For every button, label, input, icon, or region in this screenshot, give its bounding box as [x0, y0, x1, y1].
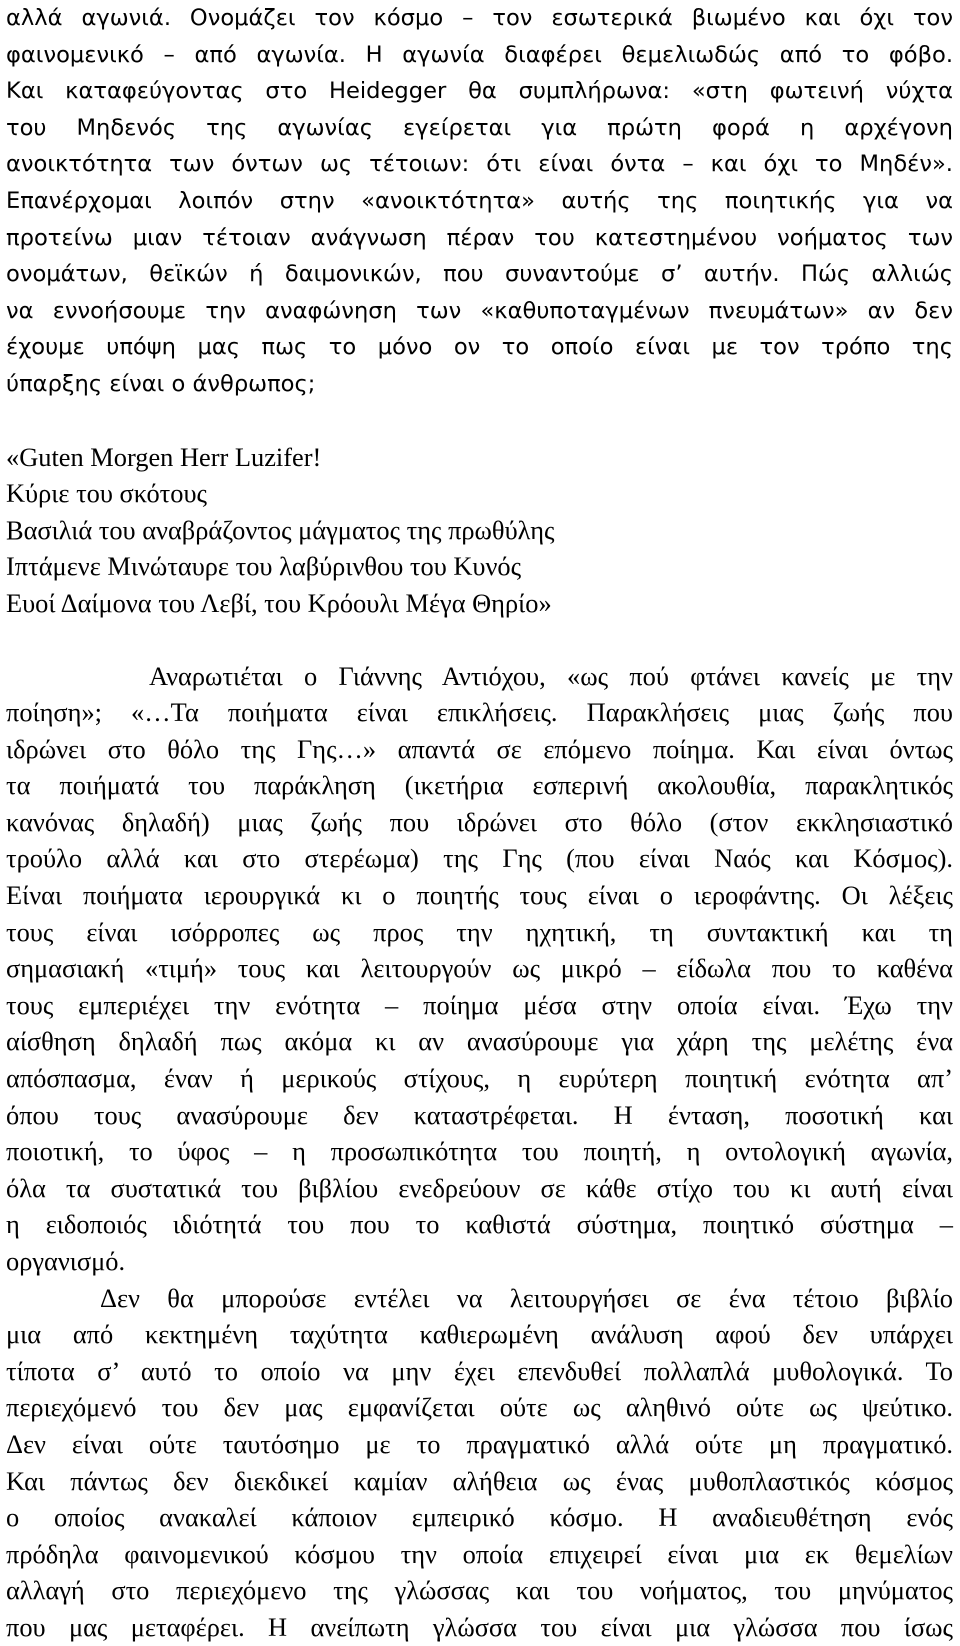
- text-line: η ειδοποιός ιδιότητά του που το καθιστά σύστημα, ποιητικό σύστημα –: [6, 1209, 953, 1240]
- text-line: Επανέρχομαι λοιπόν στην «ανοικτότητα» αυτής της ποιητικής για να: [6, 187, 953, 214]
- text-line: Αναρωτιέται ο Γιάννης Αντιόχου, «ως πού φτάνει κανείς με την: [149, 660, 953, 691]
- text-line: οργανισμό.: [6, 1246, 126, 1276]
- text-line: να εννοήσουμε την αναφώνηση των «καθυποταγμένων πνευμάτων» αν δεν: [6, 297, 953, 324]
- text-line: τίποτα σ’ αυτό το οποίο να μην έχει επενδυθεί πολλαπλά μυθολογικά. Το: [6, 1355, 953, 1386]
- paragraph-1: [6, 0, 953, 403]
- text-line: τους είναι ισόρροπες ως προς την ηχητική, τη συντακτική και τη: [6, 916, 953, 947]
- text-line: Είναι ποιήματα ιερουργικά κι ο ποιητής τους είναι ο ιεροφάντης. Οι λέξεις: [6, 880, 953, 911]
- text-line: ονομάτων, θεϊκών ή δαιμονικών, που συναντούμε σ’ αυτήν. Πώς αλλιώς: [6, 261, 953, 288]
- text-line: που μας μεταφέρει. Η ανείπωτη γλώσσα του είναι μια γλώσσα που ίσως: [6, 1611, 953, 1642]
- text-line: αλλά αγωνιά. Ονομάζει τον κόσμο – τον εσωτερικά βιωμένο και όχι τον: [6, 5, 953, 31]
- poem-line: «Guten Morgen Herr Luzifer!: [6, 441, 322, 472]
- paragraph-3: [6, 1280, 953, 1646]
- text-line: φαινομενικό – από αγωνία. Η αγωνία διαφέρει θεμελιωδώς από το φόβο.: [6, 41, 953, 68]
- text-line: ύπαρξης είναι ο άνθρωπος;: [6, 370, 316, 397]
- text-line: ποίηση»; «…Τα ποιήματα είναι επικλήσεις. Παρακλήσεις μιας ζωής που: [6, 697, 953, 728]
- text-line: ανοικτότητα των όντων ως τέτοιων: ότι είναι όντα – και όχι το Μηδέν».: [6, 151, 953, 178]
- paragraph-spacer: [6, 403, 953, 439]
- text-line: όλα τα συστατικά του βιβλίου ενεδρεύουν σε κάθε στίχο του κι αυτή είναι: [6, 1172, 953, 1203]
- text-line: ιδρώνει στο θόλο της Γης…» απαντά σε επόμενο ποίημα. Και είναι όντως: [6, 733, 953, 764]
- text-line: μια από κεκτημένη ταχύτητα καθιερωμένη ανάλυση αφού δεν υπάρχει: [6, 1319, 953, 1350]
- text-line: Και καταφεύγοντας στο Heidegger θα συμπλήρωνα: «στη φωτεινή νύχτα: [6, 78, 953, 105]
- text-line: απόσπασμα, έναν ή μερικούς στίχους, η ευρύτερη ποιητική ενότητα απ’: [6, 1063, 953, 1094]
- text-line: τους εμπεριέχει την ενότητα – ποίημα μέσα στην οποία είναι. Έχω την: [6, 989, 953, 1020]
- paragraph-2: [6, 658, 953, 1280]
- text-line: του Μηδενός της αγωνίας εγείρεται για πρώτη φορά η αρχέγονη: [6, 114, 953, 141]
- poem-line: Ευοί Δαίμονα του Λεβί, του Κρόουλι Μέγα Θηρίο»: [6, 587, 552, 618]
- text-line: περιεχόμενό του δεν μας εμφανίζεται ούτε ως αληθινό ούτε ως ψεύτικο.: [6, 1392, 953, 1423]
- poem-line: Ιπτάμενε Μινώταυρε του λαβύρινθου του Κυνός: [6, 551, 522, 582]
- poem-line: Κύριε του σκότους: [6, 478, 207, 509]
- text-line: τρούλο αλλά και στο στερέωμα) της Γης (που είναι Ναός και Κόσμος).: [6, 843, 953, 874]
- text-line: ποιοτική, το ύφος – η προσωπικότητα του ποιητή, η οντολογική αγωνία,: [6, 1136, 953, 1167]
- text-line: ο οποίος ανακαλεί κάποιον εμπειρικό κόσμο. Η αναδιευθέτηση ενός: [6, 1502, 953, 1533]
- text-line: τα ποιήματά του παράκληση (ικετήρια εσπερινή ακολουθία, παρακλητικός: [6, 770, 953, 801]
- text-line: πρόδηλα φαινομενικού κόσμου την οποία επιχειρεί είναι μια εκ θεμελίων: [6, 1538, 953, 1569]
- paragraph-spacer: [6, 622, 953, 658]
- poem-quote: [6, 439, 953, 622]
- text-line: αίσθηση δηλαδή πως ακόμα κι αν ανασύρουμε για χάρη της μελέτης ένα: [6, 1026, 953, 1057]
- text-line: κανόνας δηλαδή) μιας ζωής που ιδρώνει στο θόλο (στον εκκλησιαστικό: [6, 806, 953, 837]
- text-line: προτείνω μιαν τέτοιαν ανάγνωση πέραν του κατεστημένου νοήματος των: [6, 224, 953, 251]
- text-line: Δεν είναι ούτε ταυτόσημο με το πραγματικό αλλά ούτε μη πραγματικό.: [6, 1428, 953, 1459]
- poem-line: Βασιλιά του αναβράζοντος μάγματος της πρωθύλης: [6, 514, 555, 545]
- text-line: έχουμε υπόψη μας πως το μόνο ον το οποίο είναι με τον τρόπο της: [6, 334, 953, 361]
- text-line: σημασιακή «τιμή» τους και λειτουργούν ως μικρό – είδωλα που το καθένα: [6, 953, 953, 984]
- text-line: Δεν θα μπορούσε εντέλει να λειτουργήσει σε ένα τέτοιο βιβλίο: [100, 1282, 953, 1313]
- text-line: όπου τους ανασύρουμε δεν καταστρέφεται. Η ένταση, ποσοτική και: [6, 1099, 953, 1130]
- text-line: αλλαγή στο περιεχόμενο της γλώσσας και του νοήματος, του μηνύματος: [6, 1575, 953, 1606]
- text-line: Και πάντως δεν διεκδικεί καμίαν αλήθεια ως ένας μυθοπλαστικός κόσμος: [6, 1465, 953, 1496]
